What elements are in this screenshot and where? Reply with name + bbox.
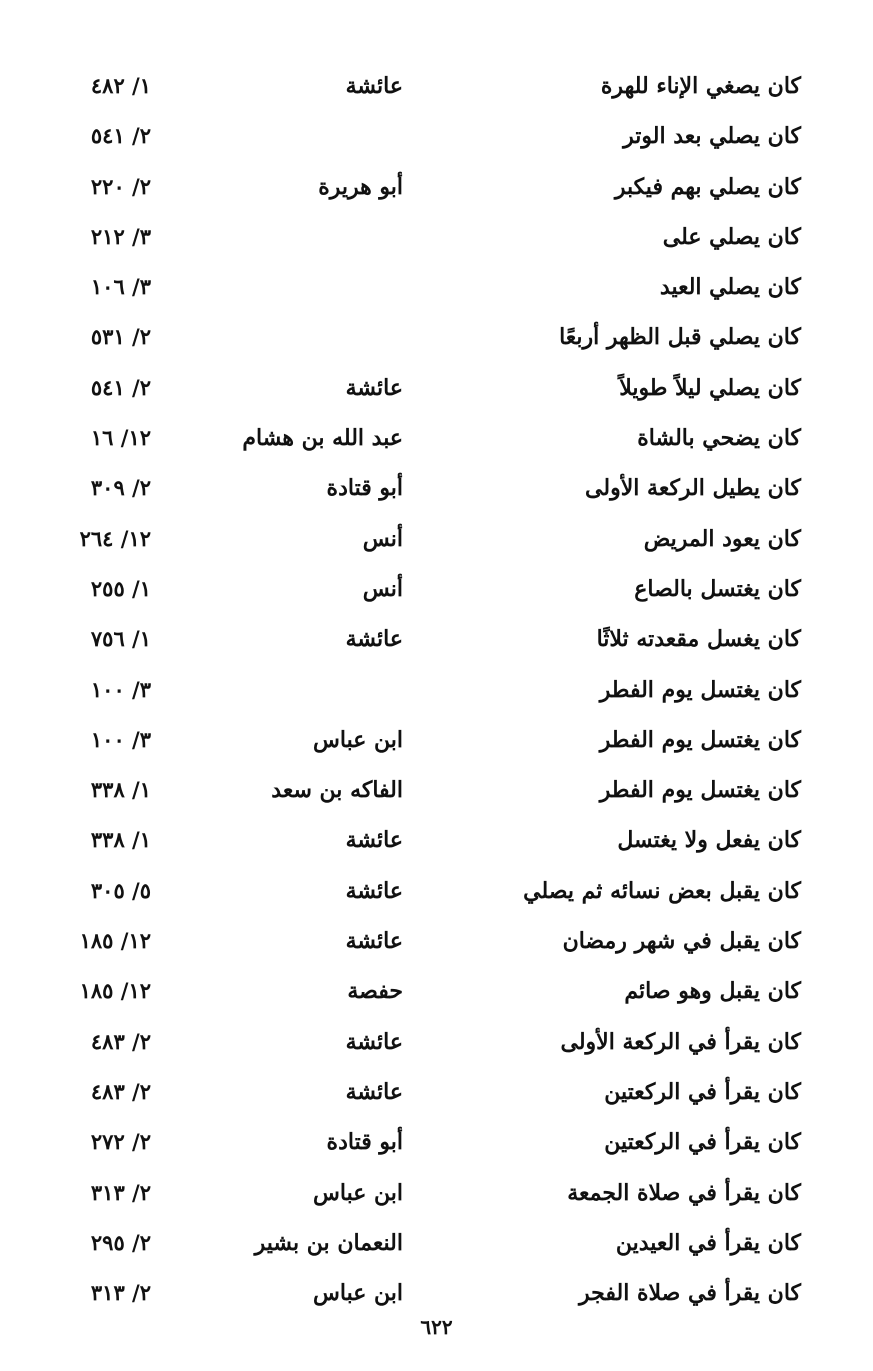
narrator: ابن عباس	[313, 1179, 403, 1206]
hadith-text: كان يغتسل بالصاع	[634, 575, 801, 602]
hadith-text: كان يصلي قبل الظهر أربعًا	[559, 324, 801, 351]
volume-page-reference: ٢/ ٤٨٣	[90, 1078, 151, 1104]
page-number: ٦٢٢	[420, 1315, 453, 1339]
volume-page-reference: ٢/ ٣٠٩	[90, 475, 151, 501]
hadith-text: كان يصلي العيد	[659, 274, 801, 301]
volume-page-reference: ٣/ ١٠٠	[90, 676, 151, 702]
index-row	[0, 1217, 873, 1267]
narrator: عائشة	[345, 928, 403, 955]
volume-page-reference: ١/ ٢٥٥	[90, 575, 151, 601]
index-row	[0, 161, 873, 211]
hadith-text: كان يقرأ في الركعتين	[604, 1078, 801, 1105]
volume-page-reference: ٢/ ٣١٣	[90, 1280, 151, 1306]
index-row	[0, 563, 873, 613]
hadith-index-table	[0, 60, 873, 1317]
volume-page-reference: ٢/ ٢٧٢	[90, 1129, 151, 1155]
index-row	[0, 462, 873, 512]
volume-page-reference: ١٢/ ١٦	[90, 425, 151, 451]
narrator: النعمان بن بشير	[254, 1229, 403, 1256]
hadith-text: كان يقرأ في صلاة الفجر	[579, 1280, 801, 1307]
index-row	[0, 362, 873, 412]
index-row	[0, 311, 873, 361]
hadith-text: كان يقرأ في الركعة الأولى	[560, 1028, 801, 1055]
volume-page-reference: ٢/ ٤٨٣	[90, 1028, 151, 1054]
volume-page-reference: ٢/ ٥٤١	[90, 374, 151, 400]
index-row	[0, 764, 873, 814]
hadith-text: كان يعود المريض	[643, 525, 801, 552]
narrator: حفصة	[347, 978, 403, 1005]
hadith-text: كان يقبل بعض نسائه ثم يصلي	[523, 877, 801, 904]
index-row	[0, 814, 873, 864]
volume-page-reference: ١/ ٧٥٦	[90, 626, 151, 652]
hadith-text: كان يقرأ في صلاة الجمعة	[567, 1179, 801, 1206]
hadith-text: كان يصلي بهم فيكبر	[614, 173, 801, 200]
index-row	[0, 110, 873, 160]
index-row	[0, 664, 873, 714]
index-row	[0, 915, 873, 965]
index-row	[0, 261, 873, 311]
hadith-text: كان يصغي الإناء للهرة	[600, 73, 801, 99]
volume-page-reference: ٢/ ٢٢٠	[90, 173, 151, 199]
narrator: عائشة	[345, 1078, 403, 1105]
index-row	[0, 211, 873, 261]
index-row	[0, 60, 873, 110]
index-row	[0, 714, 873, 764]
volume-page-reference: ١/ ٤٨٢	[90, 73, 151, 98]
narrator: أنس	[362, 525, 403, 552]
index-row	[0, 1167, 873, 1217]
narrator: عبد الله بن هشام	[242, 425, 403, 452]
volume-page-reference: ١/ ٣٣٨	[90, 777, 151, 803]
volume-page-reference: ٢/ ٣١٣	[90, 1179, 151, 1205]
volume-page-reference: ٣/ ١٠٠	[90, 726, 151, 752]
volume-page-reference: ١٢/ ١٨٥	[79, 928, 151, 954]
hadith-text: كان يقبل في شهر رمضان	[562, 928, 801, 955]
narrator: عائشة	[345, 877, 403, 904]
hadith-text: كان يصلي على	[662, 223, 801, 250]
volume-page-reference: ١٢/ ٢٦٤	[79, 525, 151, 551]
hadith-text: كان يغتسل يوم الفطر	[599, 777, 801, 804]
narrator: أبو هريرة	[318, 173, 403, 200]
volume-page-reference: ٢/ ٢٩٥	[90, 1229, 151, 1255]
hadith-text: كان يصلي ليلاً طويلاً	[619, 374, 801, 401]
narrator: عائشة	[345, 827, 403, 854]
volume-page-reference: ٣/ ١٠٦	[90, 274, 151, 300]
hadith-text: كان يغسل مقعدته ثلاثًا	[596, 626, 801, 653]
narrator: أبو قتادة	[326, 1129, 403, 1156]
narrator: الفاكه بن سعد	[271, 777, 403, 804]
volume-page-reference: ٢/ ٥٤١	[90, 123, 151, 149]
narrator: أنس	[362, 575, 403, 602]
hadith-text: كان يغتسل يوم الفطر	[599, 676, 801, 703]
volume-page-reference: ١٢/ ١٨٥	[79, 978, 151, 1004]
index-row	[0, 1116, 873, 1166]
index-row	[0, 412, 873, 462]
narrator: عائشة	[345, 626, 403, 653]
index-row	[0, 613, 873, 663]
volume-page-reference: ٥/ ٣٠٥	[90, 877, 151, 903]
hadith-text: كان يغتسل يوم الفطر	[599, 726, 801, 753]
narrator: عائشة	[345, 1028, 403, 1055]
index-row	[0, 1267, 873, 1317]
hadith-text: كان يقرأ في العيدين	[615, 1229, 801, 1256]
narrator: أبو قتادة	[326, 475, 403, 502]
hadith-text: كان يصلي بعد الوتر	[623, 123, 801, 150]
hadith-text: كان يقبل وهو صائم	[624, 978, 801, 1005]
hadith-text: كان يقرأ في الركعتين	[604, 1129, 801, 1156]
index-row	[0, 865, 873, 915]
hadith-text: كان يطيل الركعة الأولى	[585, 475, 801, 502]
index-row	[0, 513, 873, 563]
narrator: عائشة	[345, 73, 403, 99]
volume-page-reference: ٣/ ٢١٢	[90, 223, 151, 249]
volume-page-reference: ٢/ ٥٣١	[90, 324, 151, 350]
volume-page-reference: ١/ ٣٣٨	[90, 827, 151, 853]
index-row	[0, 1066, 873, 1116]
index-row	[0, 965, 873, 1015]
narrator: ابن عباس	[313, 1280, 403, 1307]
hadith-text: كان يضحي بالشاة	[637, 425, 801, 452]
index-row	[0, 1016, 873, 1066]
narrator: عائشة	[345, 374, 403, 401]
hadith-text: كان يفعل ولا يغتسل	[617, 827, 801, 854]
narrator: ابن عباس	[313, 726, 403, 753]
